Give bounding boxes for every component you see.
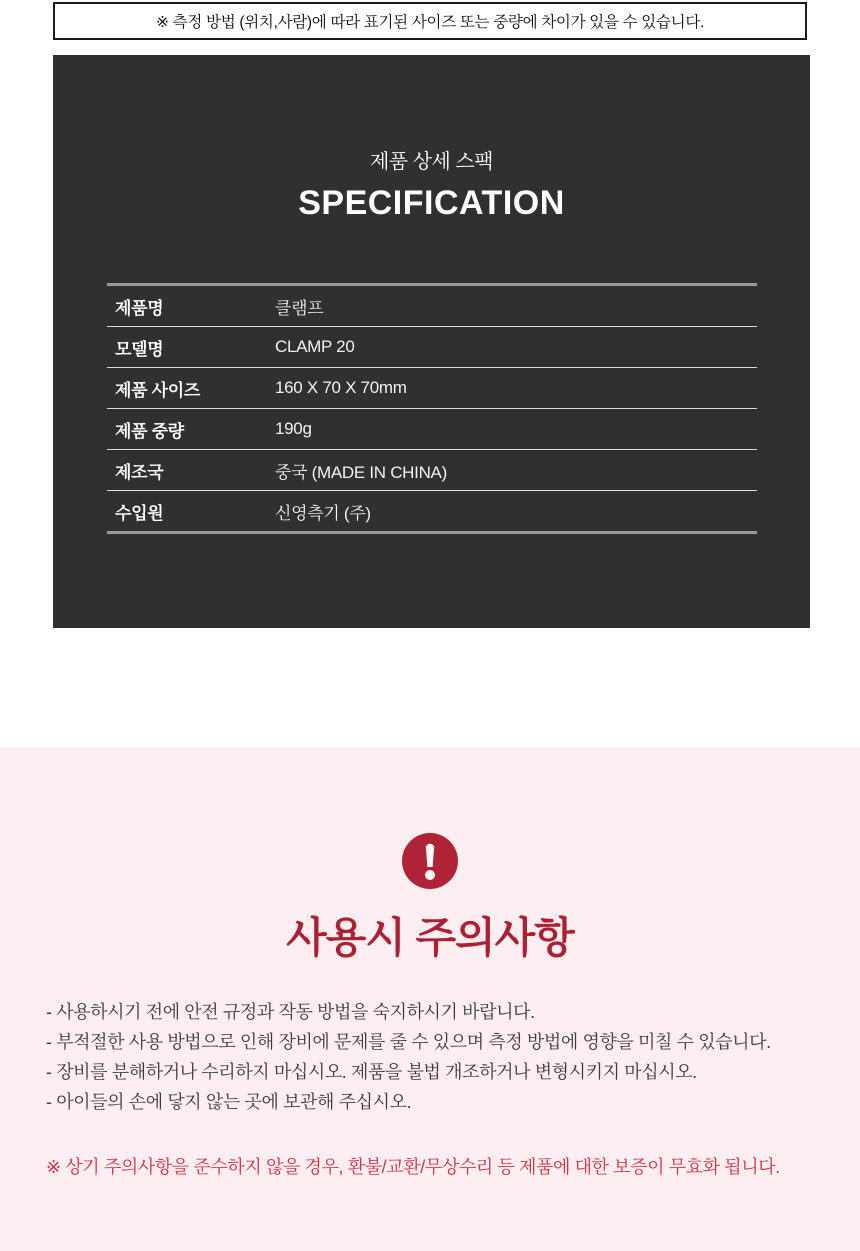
spec-row-value: 중국 (MADE IN CHINA) (275, 462, 447, 482)
caution-section (0, 747, 860, 1251)
spec-row-label: 제품 중량 (115, 421, 184, 441)
caution-title: 사용시 주의사항 (286, 914, 574, 961)
measurement-notice (53, 2, 807, 40)
spec-row-value: 190g (275, 419, 312, 438)
spec-row-value: 160 X 70 X 70mm (275, 378, 407, 397)
spec-section (53, 55, 810, 628)
spec-table (107, 283, 757, 534)
spec-row-importer (107, 491, 757, 531)
spec-row-label: 수입원 (115, 503, 164, 523)
spec-subtitle: 제품 상세 스팩 (369, 151, 494, 173)
spec-row-weight (107, 409, 757, 450)
caution-item: - 사용하시기 전에 안전 규정과 작동 방법을 숙지하시기 바랍니다. (46, 1002, 535, 1022)
spec-row-label: 제품명 (115, 298, 164, 318)
spec-row-label: 모델명 (115, 339, 164, 359)
spec-row-product-name (107, 286, 757, 327)
measurement-notice-text: ※ 측정 방법 (위치,사람)에 따라 표기된 사이즈 또는 중량에 차이가 있을 수 있습니다. (155, 14, 705, 31)
caution-item: - 아이들의 손에 닿지 않는 곳에 보관해 주십시오. (46, 1092, 412, 1112)
spec-title: SPECIFICATION (298, 184, 565, 222)
caution-warning: ※ 상기 주의사항을 준수하지 않을 경우, 환불/교환/무상수리 등 제품에 대한 보증이 무효화 됩니다. (46, 1157, 780, 1177)
exclamation-icon (402, 833, 458, 889)
spec-row-label: 제품 사이즈 (115, 380, 201, 400)
spec-row-value: 신영측기 (주) (275, 503, 371, 523)
spec-row-label: 제조국 (115, 462, 164, 482)
caution-item: - 장비를 분해하거나 수리하지 마십시오. 제품을 불법 개조하거나 변형시키지 마십시오. (46, 1062, 697, 1082)
spec-row-value: 클램프 (275, 298, 324, 318)
spec-row-value: CLAMP 20 (275, 337, 355, 356)
spec-row-country (107, 450, 757, 491)
spec-row-size (107, 368, 757, 409)
caution-list (46, 997, 850, 1117)
caution-item: - 부적절한 사용 방법으로 인해 장비에 문제를 줄 수 있으며 측정 방법에 영향을 미칠 수 있습니다. (46, 1032, 771, 1052)
spec-row-model-name (107, 327, 757, 368)
